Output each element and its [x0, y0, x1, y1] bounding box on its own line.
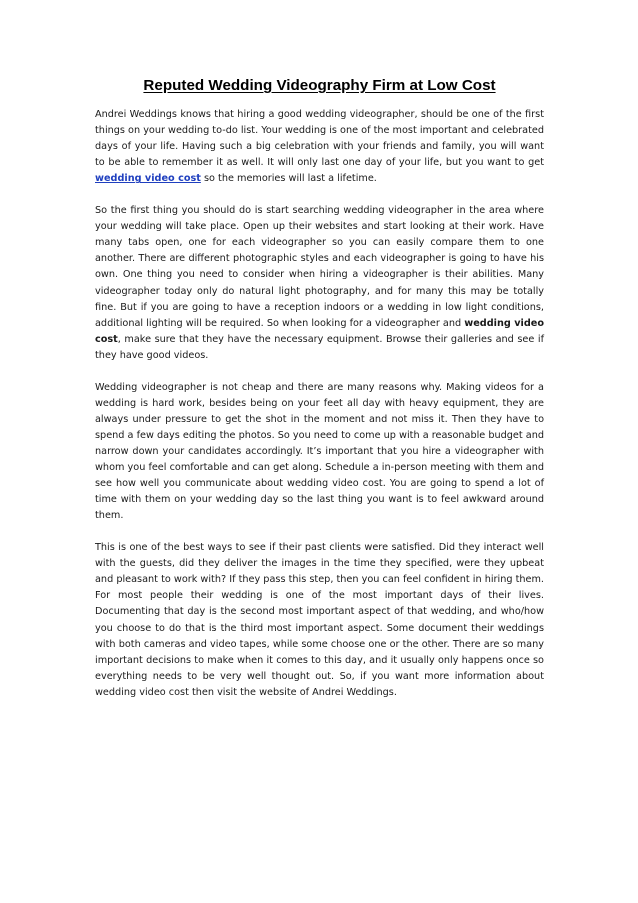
paragraph-1-text-before-link: Andrei Weddings knows that hiring a good wedding videographer, should be one of the first things on your wedding to-do list. Your wedding is one of the most important and celebrated days of your life. Having such a big celebration with your friends and family, you will want to be able to remember it as well. It will only last one day of your life, but you want to get — [95, 109, 545, 169]
paragraph-2-text-after-bold: , make sure that they have the necessary equipment. Browse their galleries and see if they have good videos. — [95, 333, 544, 361]
paragraph-1 — [95, 107, 544, 187]
paragraph-3: Wedding videographer is not cheap and there are many reasons why. Making videos for a wedding is hard work, besides being on your feet all day with heavy equipment, they are always under pressure to get the shot in the moment and not miss it. Then they have to spend a few days editing the photos. So you need to come up with a reasonable budget and narrow down your candidates accordingly. It’s important that you hire a videographer with whom you feel comfortable and can get along. Schedule a in-person meeting with them and see how well you communicate about wedding video cost. You are going to spend a lot of time with them on your wedding day so the last thing you want is to feel awkward around them. — [95, 381, 544, 522]
document-body — [95, 107, 544, 717]
paragraph-1-text-after-link: so the memories will last a lifetime. — [200, 173, 377, 185]
wedding-video-cost-link[interactable]: wedding video cost — [95, 173, 201, 185]
paragraph-4: This is one of the best ways to see if their past clients were satisfied. Did they interact well with the guests, did they deliver the images in the time they specified, were they upbeat and pleasant to work with? If they pass this step, then you can feel confident in hiring them. For most people their wedding is one of the most important days of their lives. Documenting that day is the second most important aspect of that wedding, and who/how you choose to do that is the third most important aspect. Some document their weddings with both cameras and video tapes, while some choose one or the other. There are so many important decisions to make when it comes to this day, and it usually only happens once so everything needs to be very well thought out. So, if you want more information about wedding video cost then visit the website of Andrei Weddings. — [95, 542, 544, 698]
paragraph-2 — [95, 203, 544, 364]
paragraph-2-text-before-bold: So the first thing you should do is start searching wedding videographer in the area where your wedding will take place. Open up their websites and start looking at their work. Have many tabs open, one for each videographer so you can easily compare them to one another. There are different photographic styles and each videographer is going to have his own. One thing you need to consider when hiring a videographer is their abilities. Many videographer today only do natural light photography, and for many this may be totally fine. But if you are going to have a reception indoors or a wedding in low light conditions, additional lighting will be required. So when looking for a videographer and — [95, 205, 544, 329]
paragraph-2-bold-keyword: wedding video cost — [95, 317, 544, 345]
document-title: Reputed Wedding Videography Firm at Low Cost — [143, 77, 496, 94]
